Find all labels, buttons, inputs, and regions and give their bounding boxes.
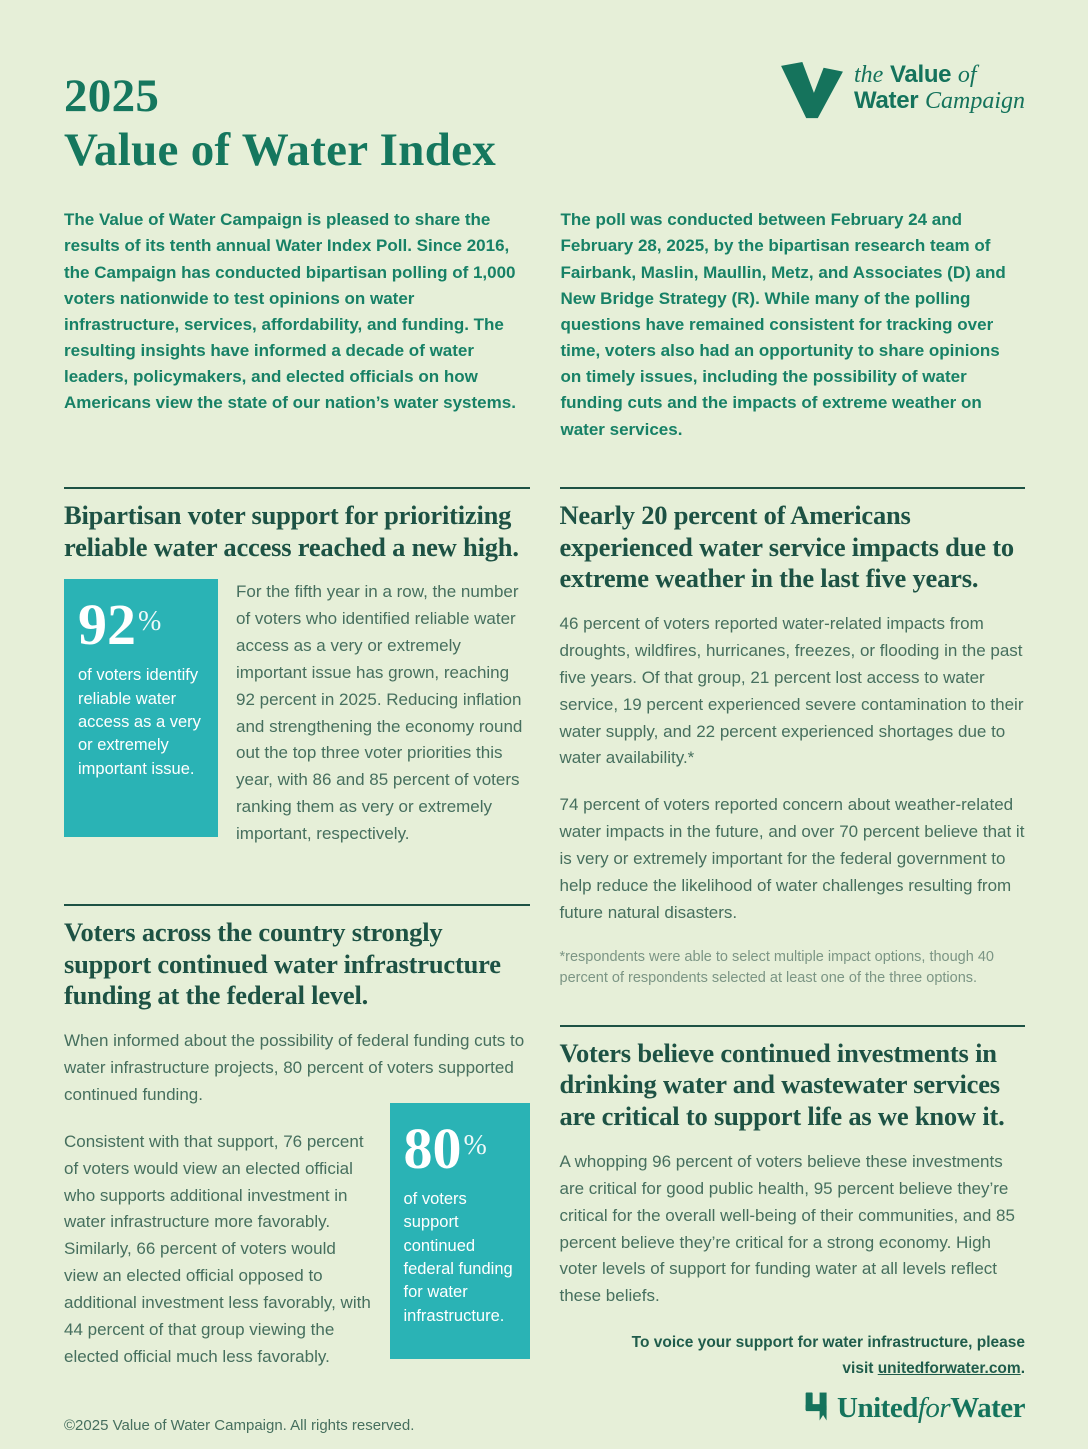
weather-heading: Nearly 20 percent of Americans experienced water service impacts due to extreme weather in the last five years.	[559, 499, 1014, 594]
call-to-action	[600, 1330, 1026, 1383]
main-columns	[64, 487, 1025, 1449]
stat-92-value	[78, 592, 204, 658]
section-divider	[64, 487, 530, 489]
percent-sign: %	[463, 1129, 487, 1161]
funding-heading: Voters across the country strongly support continued water infrastructure funding at the federal level.	[64, 916, 501, 1011]
section-divider	[64, 904, 530, 906]
cta-text-pre: To voice your support for water infrastructure, please visit	[631, 1334, 1025, 1378]
stat-80-number: 80	[403, 1115, 462, 1181]
section-divider	[560, 1025, 1026, 1027]
page-title-name: Value of Water Index	[64, 123, 497, 176]
access-heading: Bipartisan voter support for prioritizing reliable water access reached a new high.	[64, 499, 519, 562]
brand-water: Water	[950, 1392, 1025, 1425]
left-column	[64, 487, 530, 1449]
weather-paragraph-2: 74 percent of voters reported concern about weather-related water impacts in the future, and over 70 percent believe that it is very or extremely important for the federal government to help reduce the likelihood of water challenges resulting from future natural disasters.	[559, 795, 1025, 922]
brand-for: for	[917, 1392, 951, 1425]
access-body: For the fifth year in a row, the number of voters who identified reliable water access as a very or extremely important issue has grown, reaching 92 percent in 2025. Reducing inflation and strengthening the economy round out the top three voter priorities this year, with 86 and 85 percent of voters ranking them as very or extremely important, respectively.	[236, 582, 523, 844]
stat-80-caption: of voters support continued federal funding for water infrastructure.	[403, 1189, 513, 1325]
logo-of: of	[957, 62, 977, 88]
logo-value: Value	[890, 61, 952, 88]
logo-the: the	[854, 62, 884, 88]
brand-united: United	[837, 1392, 918, 1425]
page-title-year: 2025	[64, 70, 160, 122]
funding-paragraph-2: Consistent with that support, 76 percent of voters would view an elected official who supports additional investment in water infrastructure more favorably. Similarly, 66 percent of voters would view an elected official opposed to additional investment less favorably, with 44 percent of that group viewing the elected official much less favorably.	[64, 1131, 371, 1366]
copyright-notice: ©2025 Value of Water Campaign. All rights reserved.	[64, 1416, 415, 1434]
weather-footnote: *respondents were able to select multiple impact options, though 40 percent of respondents selected at least one of the three options.	[559, 948, 994, 986]
intro-right-paragraph: The poll was conducted between February 24 and February 28, 2025, by the bipartisan research team of Fairbank, Maslin, Maullin, Metz, and Associates (D) and New Bridge Strategy (R). While many of the polling questions have remained consistent for tracking over time, voters also had an opportunity to share opinions on timely issues, including the possibility of water funding cuts and the impacts of extreme weather on water services.	[560, 210, 1006, 439]
funding-section	[64, 904, 530, 1391]
access-stat-row	[64, 579, 530, 868]
value-of-water-campaign-logo	[781, 62, 1025, 120]
weather-paragraph-1: 46 percent of voters reported water-related impacts from droughts, wildfires, hurricanes, freezes, or flooding in the past five years. Of that group, 21 percent lost access to water service, 19 percent experienced severe contamination to their water supply, and 22 percent experienced shortages due to water availability.*	[559, 614, 1024, 768]
stat-box-80	[390, 1103, 530, 1359]
percent-sign: %	[138, 606, 162, 638]
stat-92-number: 92	[78, 592, 136, 658]
logo-water: Water	[854, 87, 919, 115]
u-mark-icon	[804, 1391, 829, 1427]
intro-left-paragraph: The Value of Water Campaign is pleased to share the results of its tenth annual Water Index Poll. Since 2016, the Campaign has conducted bipartisan polling of 1,000 voters nationwide to test opinions on water infrastructure, services, affordability, and funding. The resulting insights have informed a decade of water leaders, policymakers, and elected officials on how Americans view the state of our nation’s water systems.	[64, 210, 516, 413]
cta-text-post: .	[1020, 1360, 1025, 1378]
funding-paragraph-1: When informed about the possibility of federal funding cuts to water infrastructure projects, 80 percent of voters supported continued funding.	[64, 1031, 525, 1104]
investments-section	[560, 1025, 1026, 1311]
right-column	[560, 487, 1026, 1449]
funding-stat-row	[64, 1115, 530, 1391]
page-title	[64, 70, 496, 177]
stat-92-caption: of voters identify reliable water access as a very or extremely important issue.	[78, 666, 201, 778]
investments-body: A whopping 96 percent of voters believe these investments are critical for good public health, 95 percent believe they’re critical for the overall well-being of their communities, and 85 percent believe they’re critical for a strong economy. High voter levels of support for funding water at all levels reflect these beliefs.	[559, 1151, 1015, 1306]
logo-wordmark	[854, 62, 1025, 115]
intro-section	[64, 207, 1025, 443]
header	[64, 56, 1025, 177]
section-divider	[560, 487, 1026, 489]
united-for-water-logo	[560, 1391, 1026, 1427]
investments-heading: Voters believe continued investments in drinking water and wastewater services are critical to support life as we know it.	[559, 1037, 1005, 1132]
stat-box-92	[64, 579, 218, 837]
stat-80-value	[403, 1115, 516, 1181]
brand-wordmark	[837, 1392, 1025, 1425]
logo-campaign: Campaign	[924, 88, 1025, 115]
v-mark-icon	[781, 62, 843, 120]
unitedforwater-link[interactable]: unitedforwater.com	[877, 1360, 1021, 1378]
